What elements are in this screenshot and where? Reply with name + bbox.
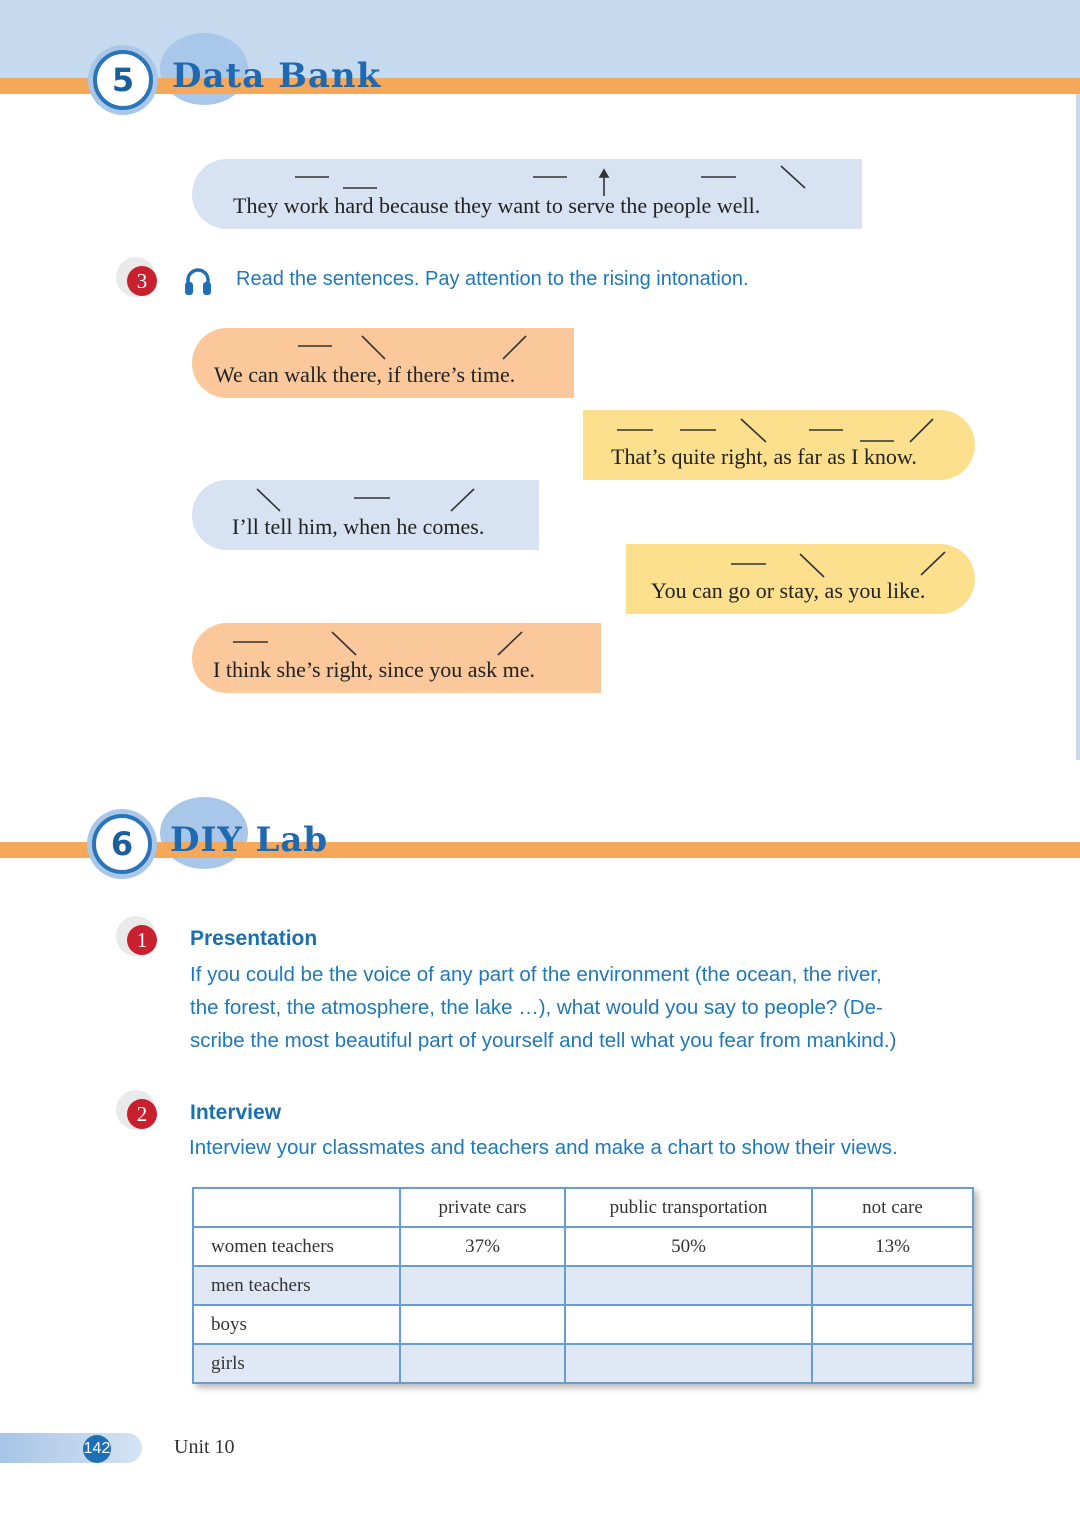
exercise-badge: 3 xyxy=(127,266,157,296)
presentation-text xyxy=(190,958,896,1057)
table-cell: girls xyxy=(193,1344,400,1383)
table-cell xyxy=(812,1305,973,1344)
views-table xyxy=(192,1187,974,1384)
table-cell xyxy=(400,1344,565,1383)
section-number-badge: 5 xyxy=(93,50,153,110)
sentence-text: You can go or stay, as you like. xyxy=(651,578,926,603)
table-cell: 37% xyxy=(400,1227,565,1266)
sentence-text: That’s quite right, as far as I know. xyxy=(611,444,917,469)
exercise-badge: 1 xyxy=(127,925,157,955)
sentence-text: I think she’s right, since you ask me. xyxy=(213,657,536,682)
page-number: 142 xyxy=(83,1435,111,1463)
unit-label: Unit 10 xyxy=(174,1436,235,1458)
exercise-instruction: Read the sentences. Pay attention to the rising intonation. xyxy=(236,268,749,290)
table-cell xyxy=(565,1344,812,1383)
table-header-cell: not care xyxy=(812,1188,973,1227)
page-number-tab xyxy=(0,1433,142,1463)
table-row xyxy=(193,1227,973,1266)
table-header-cell: public transportation xyxy=(565,1188,812,1227)
table-cell xyxy=(565,1305,812,1344)
table-header-cell xyxy=(193,1188,400,1227)
text-line: scribe the most beautiful part of yourself and tell what you fear from mankind.) xyxy=(190,1029,897,1052)
table-cell xyxy=(812,1266,973,1305)
sentence-text: I’ll tell him, when he comes. xyxy=(232,514,485,539)
table-header-cell: private cars xyxy=(400,1188,565,1227)
text-line: the forest, the atmosphere, the lake …), what would you say to people? (De- xyxy=(190,996,883,1019)
table-cell: 13% xyxy=(812,1227,973,1266)
section-bar xyxy=(0,842,1080,858)
section-title: Data Bank xyxy=(172,56,382,96)
table-row xyxy=(193,1266,973,1305)
section-number-badge: 6 xyxy=(92,814,152,874)
interview-text: Interview your classmates and teachers and make a chart to show their views. xyxy=(189,1136,898,1159)
table-cell: boys xyxy=(193,1305,400,1344)
table-row xyxy=(193,1344,973,1383)
presentation-heading: Presentation xyxy=(190,927,318,950)
interview-heading: Interview xyxy=(190,1101,282,1124)
table-cell: men teachers xyxy=(193,1266,400,1305)
table-cell xyxy=(400,1305,565,1344)
section-title: DIY Lab xyxy=(170,820,329,860)
table-cell xyxy=(565,1266,812,1305)
table-cell: 50% xyxy=(565,1227,812,1266)
exercise-badge: 2 xyxy=(127,1099,157,1129)
text-line: If you could be the voice of any part of the environment (the ocean, the river, xyxy=(190,963,882,986)
table-cell: women teachers xyxy=(193,1227,400,1266)
example-sentence: They work hard because they want to serve the people well. xyxy=(233,193,761,218)
table-row xyxy=(193,1305,973,1344)
table-cell xyxy=(400,1266,565,1305)
table-cell xyxy=(812,1344,973,1383)
table-header-row xyxy=(193,1188,973,1227)
intonation-marks xyxy=(0,0,1080,720)
sentence-text: We can walk there, if there’s time. xyxy=(214,362,516,387)
